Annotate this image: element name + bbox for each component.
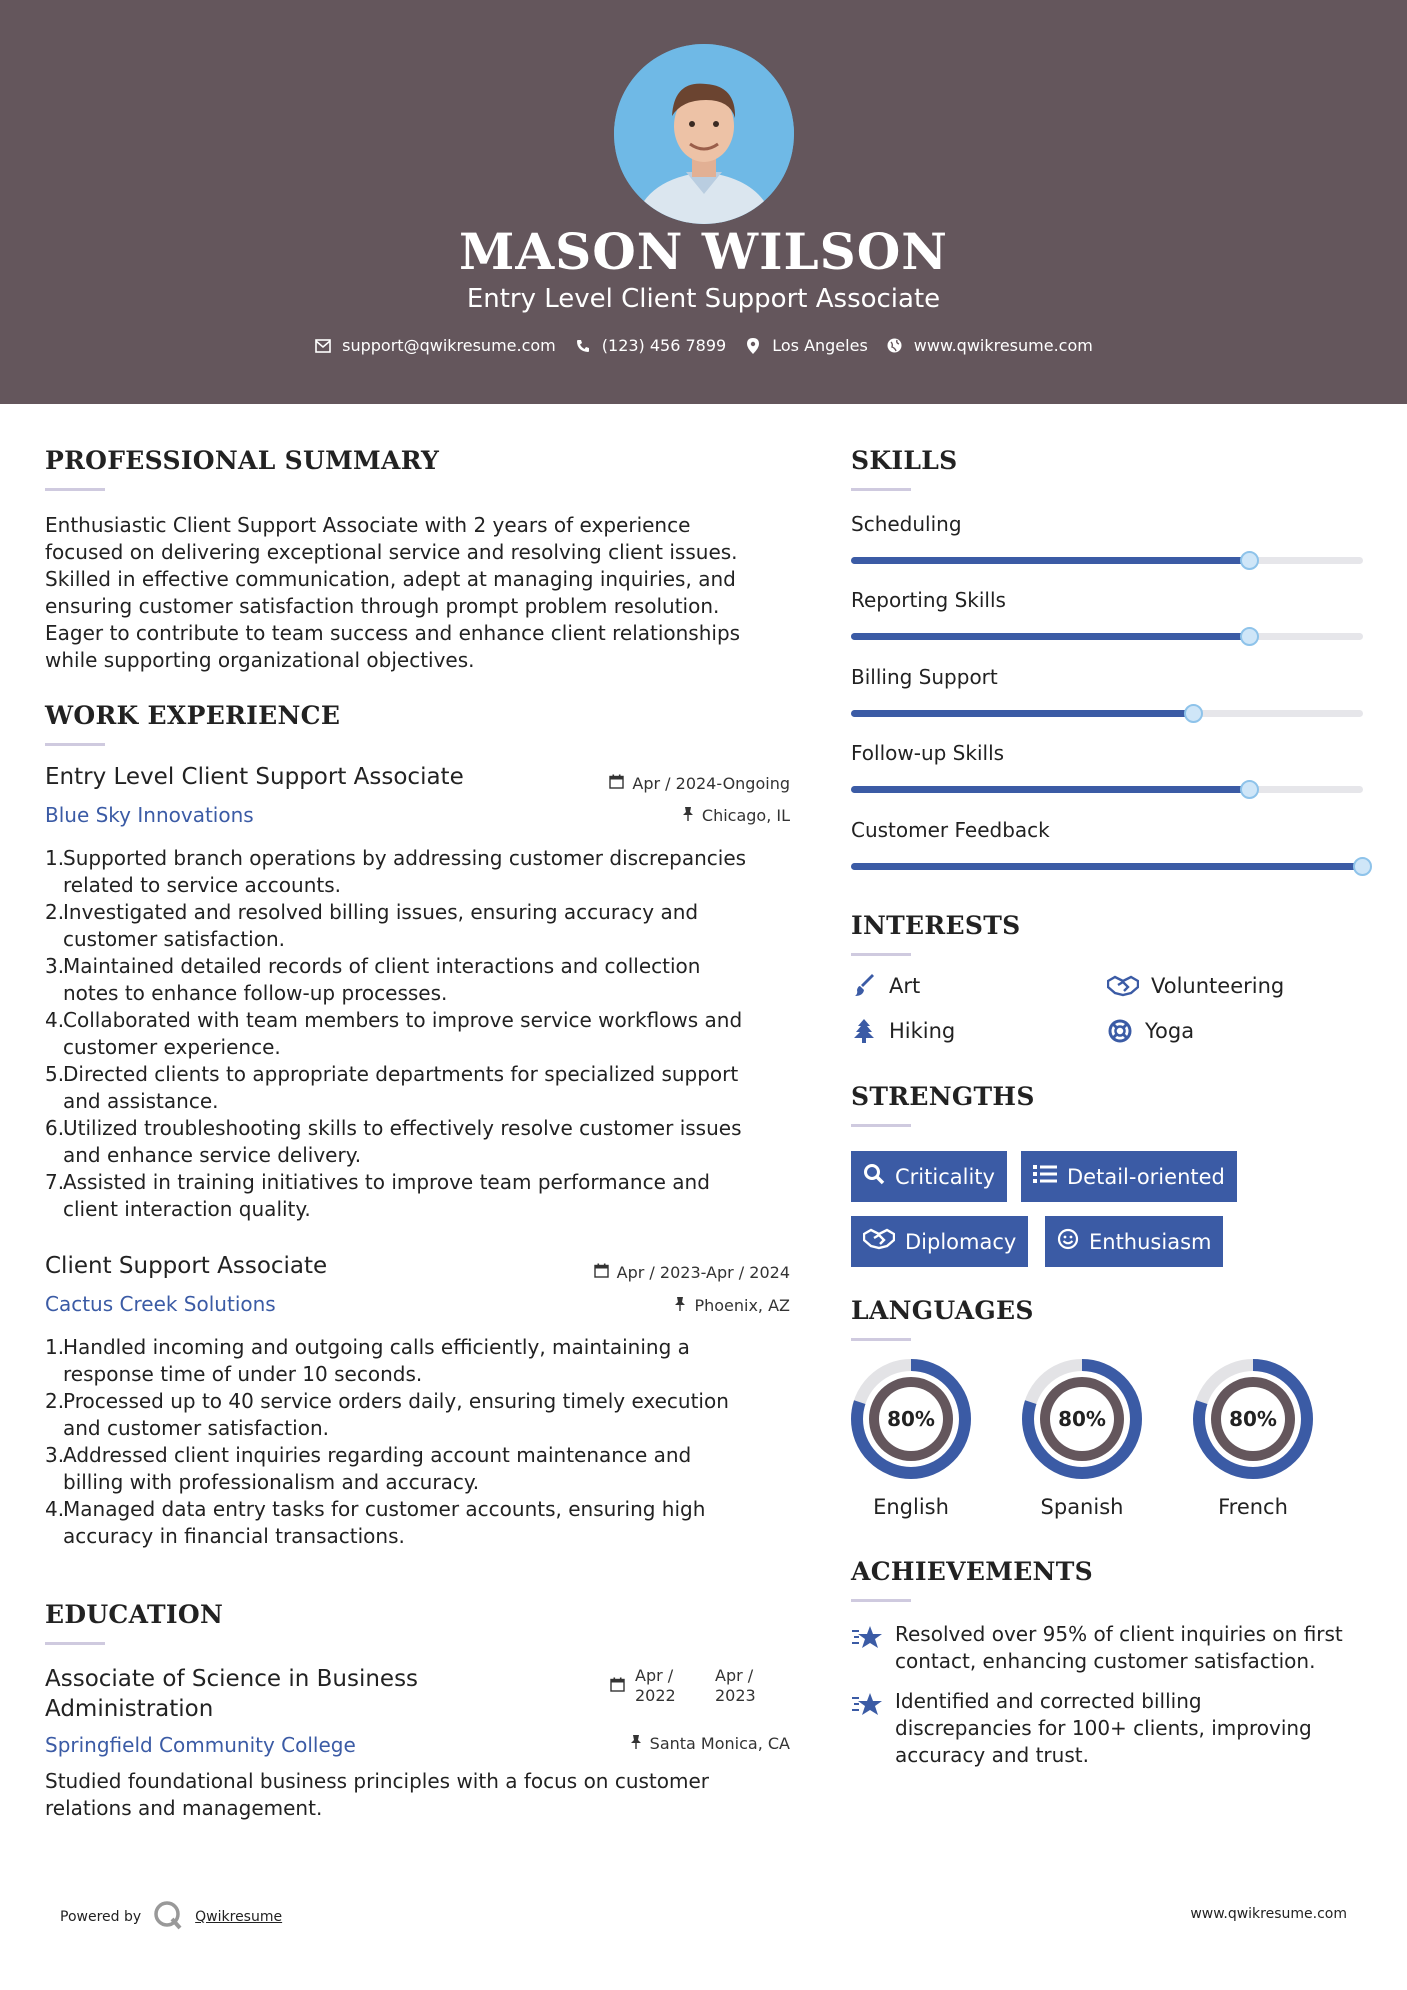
achievement-text: Resolved over 95% of client inquiries on first contact, enhancing customer satisfaction. (895, 1622, 1343, 1673)
job-dates (520, 1263, 790, 1282)
language-donut (1192, 1358, 1314, 1480)
summary-line: Skilled in effective communication, adept at managing inquiries, and (45, 567, 736, 591)
education-description: Studied foundational business principles with a focus on customer relations and management. (45, 1769, 710, 1820)
job-title: Entry Level Client Support Associate (45, 764, 464, 790)
candidate-name: MASON WILSON (459, 222, 948, 281)
achievements-heading: ACHIEVEMENTS (851, 1557, 1093, 1586)
languages-heading: LANGUAGES (851, 1296, 1034, 1325)
language-percent: 80% (1229, 1407, 1277, 1431)
achievements-rule (851, 1599, 911, 1602)
job-dates-text: Apr / 2023-Apr / 2024 (616, 1263, 790, 1282)
summary-heading: PROFESSIONAL SUMMARY (45, 446, 440, 475)
pushpin-icon (630, 1734, 642, 1753)
duty-item: 5. Directed clients to appropriate departments for specialized support and assistance. (45, 1062, 739, 1113)
job-title: Client Support Associate (45, 1253, 328, 1279)
job-location-text: Phoenix, AZ (694, 1296, 790, 1315)
duty-item: 4. Managed data entry tasks for customer accounts, ensuring high accuracy in financial transactions. (45, 1497, 706, 1548)
company-name: Blue Sky Innovations (45, 803, 254, 827)
duty-item: 2. Investigated and resolved billing issues, ensuring accuracy and customer satisfaction. (45, 900, 699, 951)
job-duties (45, 1334, 795, 1550)
envelope-icon (314, 337, 332, 355)
list-icon (1033, 1164, 1057, 1189)
summary-text (45, 512, 790, 674)
duty-item: 1. Handled incoming and outgoing calls efficiently, maintaining a response time of under 10 seconds. (45, 1335, 690, 1386)
skill-label: Customer Feedback (851, 818, 1050, 842)
skill-bar-fill (851, 633, 1250, 640)
map-pin-icon (744, 337, 762, 355)
education-end: Apr / 2023 (715, 1666, 756, 1705)
language-percent: 80% (1058, 1407, 1106, 1431)
languages-rule (851, 1338, 911, 1341)
pushpin-icon (674, 1296, 686, 1315)
contact-phone-text: (123) 456 7899 (601, 336, 727, 355)
education-heading: EDUCATION (45, 1600, 224, 1629)
contact-email[interactable] (314, 336, 556, 355)
language-dial (850, 1358, 972, 1484)
interest-item: Yoga (1107, 1018, 1194, 1044)
skills-heading: SKILLS (851, 446, 958, 475)
duty-item: 3. Maintained detailed records of client interactions and collection notes to enhance follow-up processes. (45, 954, 701, 1005)
contact-location-text: Los Angeles (772, 336, 868, 355)
job-dates (520, 774, 790, 793)
duty-item: 6. Utilized troubleshooting skills to effectively resolve customer issues and enhance service delivery. (45, 1116, 742, 1167)
education-location (520, 1734, 790, 1753)
duty-item: 7. Assisted in training initiatives to improve team performance and client interaction quality. (45, 1170, 710, 1221)
footer-url[interactable]: www.qwikresume.com (1190, 1906, 1347, 1922)
language-donut (1021, 1358, 1143, 1480)
calendar-icon (610, 1677, 625, 1696)
contact-website-text: www.qwikresume.com (913, 336, 1093, 355)
language-donut (850, 1358, 972, 1480)
skill-bar-fill (851, 863, 1363, 870)
duty-item: 4. Collaborated with team members to improve service workflows and customer experience. (45, 1008, 743, 1059)
candidate-title: Entry Level Client Support Associate (466, 284, 941, 314)
skill-label: Follow-up Skills (851, 741, 1005, 765)
language-dial (1192, 1358, 1314, 1484)
job-location (520, 806, 790, 825)
education-rule (45, 1642, 105, 1645)
interest-item: Hiking (851, 1018, 955, 1044)
summary-line: Eager to contribute to team success and enhance client relationships (45, 621, 741, 645)
duty-item: 3. Addressed client inquiries regarding account maintenance and billing with professionalism and accuracy. (45, 1443, 692, 1494)
summary-line: ensuring customer satisfaction through prompt problem resolution. (45, 594, 720, 618)
skill-bar-knob (1184, 704, 1203, 723)
strength-badge: Detail-oriented (1021, 1151, 1237, 1202)
resume-header (0, 0, 1407, 404)
contact-website[interactable] (886, 336, 1093, 355)
contact-email-text: support@qwikresume.com (342, 336, 556, 355)
skill-label: Billing Support (851, 665, 998, 689)
brand-link[interactable]: Qwikresume (195, 1909, 283, 1925)
skill-bar-knob (1353, 857, 1372, 876)
skill-bar (851, 710, 1363, 717)
skill-bar-fill (851, 786, 1250, 793)
star-icon (851, 1688, 883, 1769)
skill-bar-knob (1240, 780, 1259, 799)
duty-item: 2. Processed up to 40 service orders daily, ensuring timely execution and customer satisfaction. (45, 1389, 729, 1440)
interests-rule (851, 953, 911, 956)
smile-icon (1057, 1228, 1079, 1255)
summary-line: while supporting organizational objectives. (45, 648, 475, 672)
degree-title: Associate of Science in Business Administration (45, 1666, 419, 1722)
pushpin-icon (682, 806, 694, 825)
education-dates (610, 1666, 756, 1706)
skills-rule (851, 488, 911, 491)
interests-heading: INTERESTS (851, 911, 1021, 940)
skill-bar (851, 557, 1363, 564)
search-icon (863, 1163, 885, 1190)
strength-badge: Diplomacy (851, 1216, 1028, 1267)
skill-bar-fill (851, 710, 1194, 717)
calendar-icon (594, 1263, 609, 1282)
lifebuoy-icon (1107, 1018, 1133, 1044)
paintbrush-icon (851, 973, 877, 999)
language-label: English (873, 1495, 949, 1519)
achievement-item (851, 1621, 1343, 1675)
skill-bar-knob (1240, 551, 1259, 570)
experience-heading: WORK EXPERIENCE (45, 701, 341, 730)
job-dates-text: Apr / 2024-Ongoing (632, 774, 790, 793)
strength-badge: Enthusiasm (1045, 1216, 1223, 1267)
footer-powered-by (60, 1900, 282, 1934)
qwikresume-logo-icon (153, 1900, 183, 1934)
skill-bar (851, 863, 1363, 870)
education-location-text: Santa Monica, CA (649, 1734, 790, 1753)
tree-icon (851, 1018, 877, 1044)
skill-label: Reporting Skills (851, 588, 1006, 612)
summary-line: focused on delivering exceptional service and resolving client issues. (45, 540, 738, 564)
contact-phone[interactable] (574, 336, 726, 355)
skill-label: Scheduling (851, 512, 962, 536)
skill-bar-knob (1240, 627, 1259, 646)
achievement-item (851, 1688, 1312, 1769)
star-icon (851, 1621, 883, 1675)
duty-item: 1. Supported branch operations by addressing customer discrepancies related to service accounts. (45, 846, 747, 897)
calendar-icon (609, 774, 624, 793)
handshake-icon (1107, 973, 1139, 999)
strength-badge: Criticality (851, 1151, 1007, 1202)
job-duties (45, 845, 795, 1223)
education-start: Apr / 2022 (635, 1666, 676, 1705)
handshake-icon (863, 1228, 895, 1255)
school-name: Springfield Community College (45, 1733, 356, 1757)
powered-by-text: Powered by (60, 1909, 142, 1925)
job-location (520, 1296, 790, 1315)
company-name: Cactus Creek Solutions (45, 1292, 276, 1316)
contact-bar (0, 336, 1407, 355)
summary-line: Enthusiastic Client Support Associate with 2 years of experience (45, 513, 691, 537)
experience-rule (45, 743, 105, 746)
interest-item: Volunteering (1107, 973, 1284, 999)
contact-location (744, 336, 868, 355)
achievement-text: Identified and corrected billing discrepancies for 100+ clients, improving accuracy and trust. (895, 1689, 1312, 1767)
strengths-heading: STRENGTHS (851, 1082, 1035, 1111)
skill-bar (851, 633, 1363, 640)
skill-bar (851, 786, 1363, 793)
language-label: French (1218, 1495, 1288, 1519)
language-label: Spanish (1040, 1495, 1124, 1519)
strengths-rule (851, 1124, 911, 1127)
job-location-text: Chicago, IL (701, 806, 790, 825)
language-percent: 80% (887, 1407, 935, 1431)
skill-bar-fill (851, 557, 1250, 564)
language-dial (1021, 1358, 1143, 1484)
phone-icon (574, 337, 592, 355)
interest-item: Art (851, 973, 920, 999)
summary-rule (45, 488, 105, 491)
globe-icon (886, 337, 904, 355)
avatar (614, 44, 794, 224)
